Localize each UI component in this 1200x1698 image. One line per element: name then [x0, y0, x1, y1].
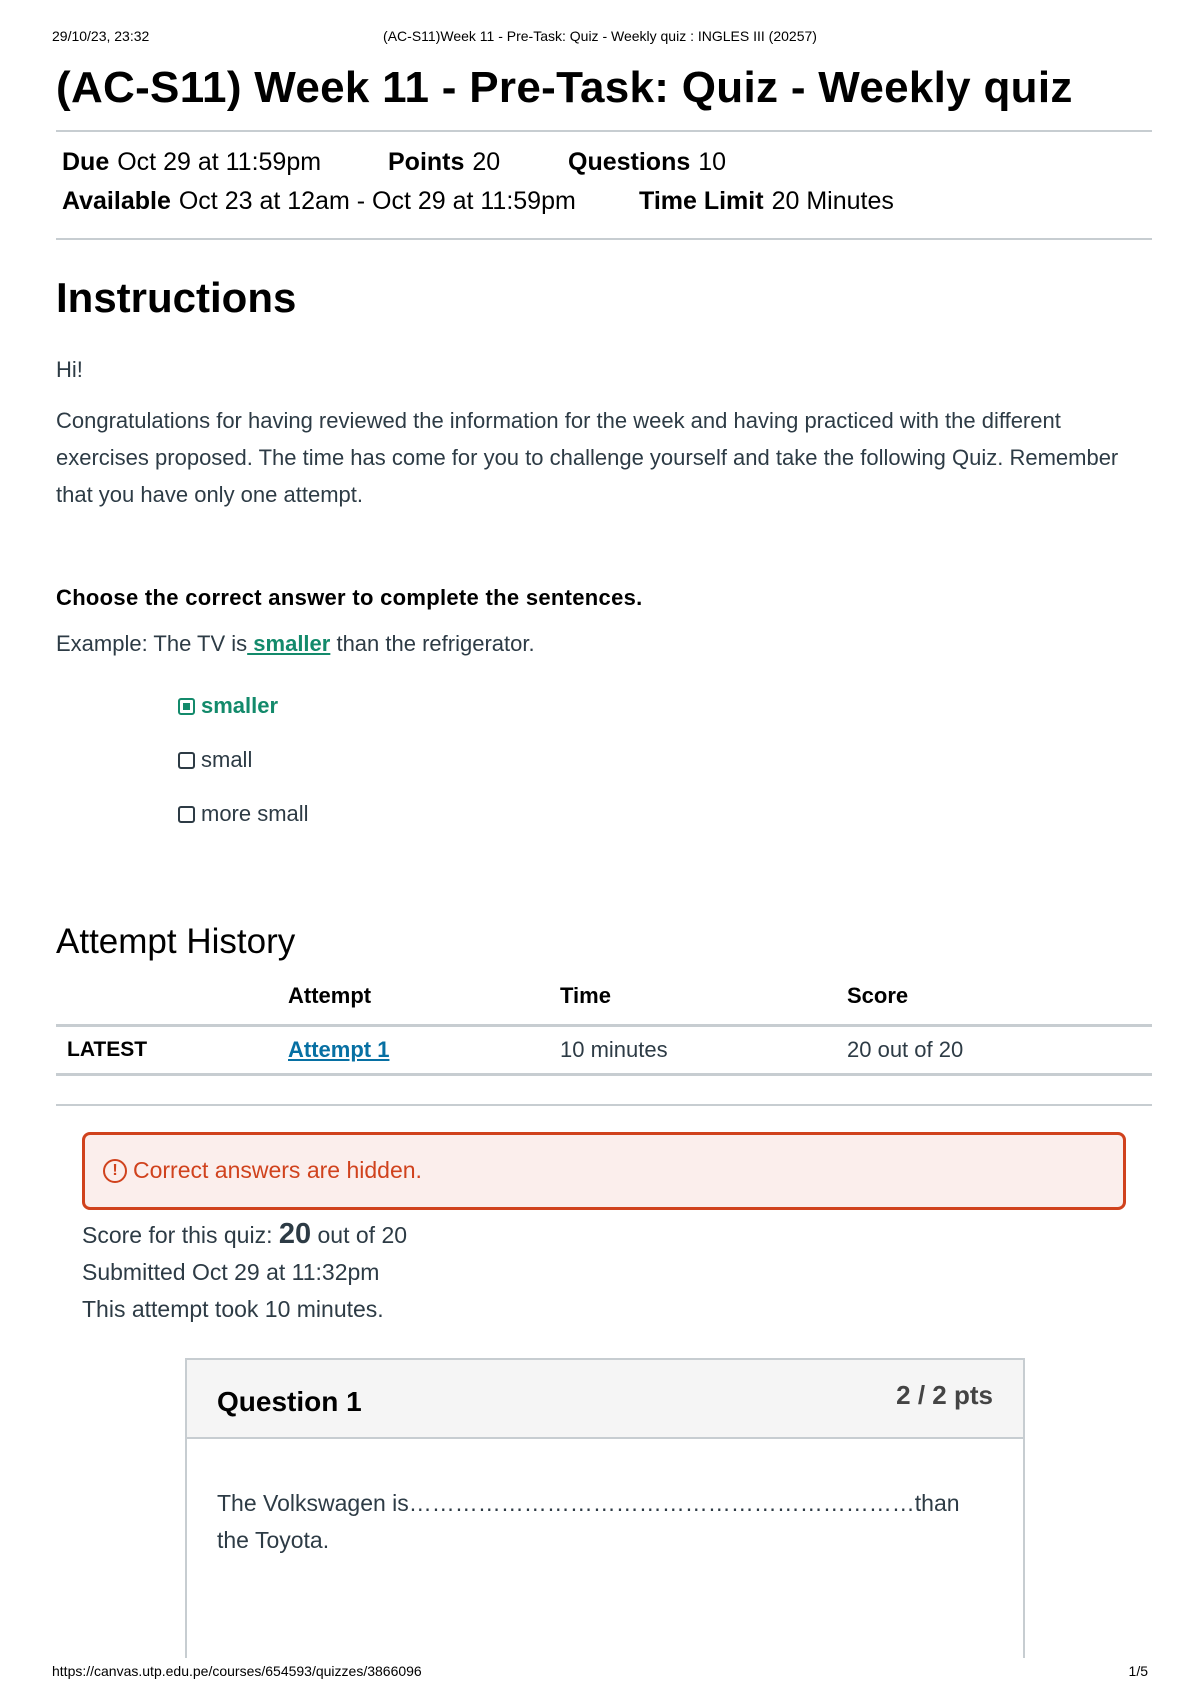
question-text-line: The Volkswagen is…………………………………………………………than — [217, 1490, 960, 1516]
time-limit-value: 20 Minutes — [771, 187, 894, 215]
quiz-details — [56, 132, 1152, 238]
available-detail — [62, 187, 576, 216]
option-smaller — [178, 679, 1152, 733]
hidden-answers-alert — [82, 1132, 1126, 1210]
example-sentence — [56, 629, 1152, 659]
directions-text: Choose the correct answer to complete the sentences. — [56, 585, 643, 610]
score-prefix: Score for this quiz: — [82, 1221, 279, 1248]
alert-text: Correct answers are hidden. — [133, 1157, 422, 1183]
option-label: small — [201, 747, 253, 772]
due-detail — [62, 148, 321, 177]
intro-text: Congratulations for having reviewed the information for the week and having practiced with the different exercises proposed. The time has come for you to challenge yourself and take the following Quiz. Remember that you have only one attempt. — [56, 408, 1119, 507]
instructions-heading: Instructions — [56, 274, 297, 321]
unchecked-box-icon — [178, 752, 195, 769]
time-limit-detail — [639, 187, 894, 216]
attempt-link[interactable]: Attempt 1 — [288, 1036, 390, 1062]
latest-tag: LATEST — [56, 1025, 288, 1074]
question-header — [187, 1360, 1023, 1439]
example-answer: smaller — [247, 631, 331, 656]
time-limit-label: Time Limit — [639, 187, 764, 215]
question-title: Question 1 — [217, 1386, 362, 1417]
due-value: Oct 29 at 11:59pm — [117, 148, 322, 176]
quiz-summary — [82, 1216, 1152, 1328]
questions-detail — [568, 148, 726, 177]
option-label: more small — [201, 801, 309, 826]
option-label: smaller — [201, 693, 279, 718]
greeting-text: Hi! — [56, 357, 83, 382]
page-title: (AC-S11) Week 11 - Pre-Task: Quiz - Weekly quiz — [56, 63, 1073, 112]
attempt-history-table — [56, 983, 1152, 1076]
due-label: Due — [62, 148, 110, 176]
score-value: 20 — [278, 1217, 312, 1250]
points-detail — [388, 148, 500, 177]
example-prefix: Example: The TV is — [56, 631, 248, 656]
print-document-title: (AC-S11)Week 11 - Pre-Task: Quiz - Weekly quiz : INGLES III (20257) — [383, 28, 817, 44]
question-text-line: the Toyota. — [217, 1527, 330, 1553]
time-cell: 10 minutes — [560, 1025, 847, 1074]
column-header-time: Time — [560, 983, 847, 1025]
points-value: 20 — [472, 148, 501, 176]
column-header-attempt: Attempt — [288, 983, 560, 1025]
quiz-score — [82, 1216, 1152, 1254]
score-suffix: out of 20 — [311, 1221, 408, 1248]
checked-box-icon — [178, 698, 195, 715]
print-url: https://canvas.utp.edu.pe/courses/654593/quizzes/3866096 — [52, 1663, 422, 1679]
warning-icon: ! — [103, 1159, 127, 1183]
duration-text: This attempt took 10 minutes. — [82, 1295, 384, 1322]
print-header — [52, 28, 1148, 48]
question-text — [187, 1439, 1023, 1559]
option-more-small — [178, 787, 1152, 841]
option-small — [178, 733, 1152, 787]
page-number: 1/5 — [1128, 1663, 1148, 1679]
points-label: Points — [388, 148, 465, 176]
question-points: 2 / 2 pts — [896, 1380, 993, 1410]
question-card — [185, 1358, 1025, 1658]
questions-value: 10 — [698, 148, 727, 176]
print-datetime: 29/10/23, 23:32 — [52, 28, 150, 44]
column-header — [56, 983, 288, 1025]
example-suffix: than the refrigerator. — [330, 631, 535, 656]
table-header-row — [56, 983, 1152, 1025]
attempt-history-heading: Attempt History — [56, 922, 296, 961]
example-options — [178, 679, 1152, 841]
attempt-cell — [288, 1025, 560, 1074]
divider — [56, 1104, 1152, 1106]
table-row — [56, 1025, 1152, 1074]
questions-label: Questions — [568, 148, 691, 176]
unchecked-box-icon — [178, 806, 195, 823]
column-header-score: Score — [847, 983, 1152, 1025]
quiz-content — [56, 58, 1152, 1328]
available-label: Available — [62, 187, 171, 215]
score-cell: 20 out of 20 — [847, 1025, 1152, 1074]
divider — [56, 238, 1152, 240]
available-value: Oct 23 at 12am - Oct 29 at 11:59pm — [178, 187, 576, 215]
submitted-text: Submitted Oct 29 at 11:32pm — [82, 1258, 380, 1285]
print-footer — [52, 1663, 1148, 1679]
